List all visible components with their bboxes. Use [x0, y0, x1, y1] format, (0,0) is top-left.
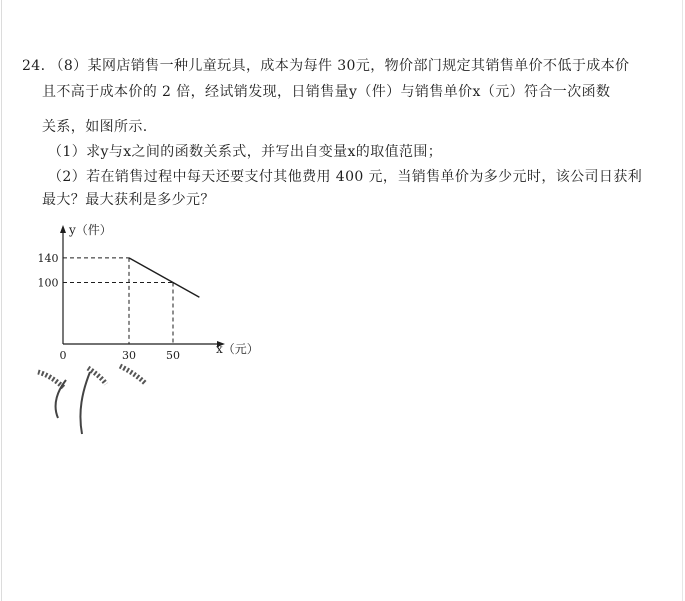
question-line-1 [22, 57, 629, 75]
sales-graph [28, 222, 278, 442]
axis-labels [68, 222, 259, 356]
graph-axes [60, 225, 225, 347]
y-axis-arrow [60, 225, 66, 233]
scan-mark-4 [80, 372, 90, 434]
data-series [129, 258, 199, 297]
page-left-edge [1, 0, 2, 601]
part-1-text: （1）求y与x之间的函数关系式，并写出自变量x的取值范围； [48, 144, 443, 160]
guide-lines [63, 258, 173, 344]
part-2-text-line-1: （2）若在销售过程中每天还要支付其他费用 400 元，当销售单价为多少元时，该公司日获利 [48, 169, 643, 185]
part-2-text-line-2: 最大？最大获利是多少元？ [42, 192, 215, 208]
x-axis-label: x（元） [216, 342, 259, 356]
data-line [129, 258, 199, 297]
y-tick-label-140: 140 [37, 251, 59, 265]
x-tick-label-0: 0 [59, 349, 67, 362]
page-right-edge [682, 0, 683, 601]
question-number: 24. [22, 58, 46, 74]
scan-mark-5 [120, 366, 146, 384]
y-axis-label: y（件） [69, 223, 112, 237]
question-line-3: 关系，如图所示. [42, 119, 148, 135]
scanned-marks [38, 366, 146, 434]
x-tick-label-50: 50 [166, 349, 180, 362]
y-tick-label-100: 100 [37, 276, 59, 290]
scan-mark-3 [88, 368, 106, 384]
question-line-2: 且不高于成本价的 2 倍，经试销发现，日销售量y（件）与销售单价x（元）符合一次函数 [42, 84, 611, 100]
question-text-line-1: （8）某网店销售一种儿童玩具，成本为每件 30元，物价部门规定其销售单价不低于成本价 [49, 58, 630, 74]
scan-mark-1 [38, 372, 64, 388]
x-tick-label-30: 30 [122, 349, 136, 362]
tick-labels [38, 252, 181, 362]
